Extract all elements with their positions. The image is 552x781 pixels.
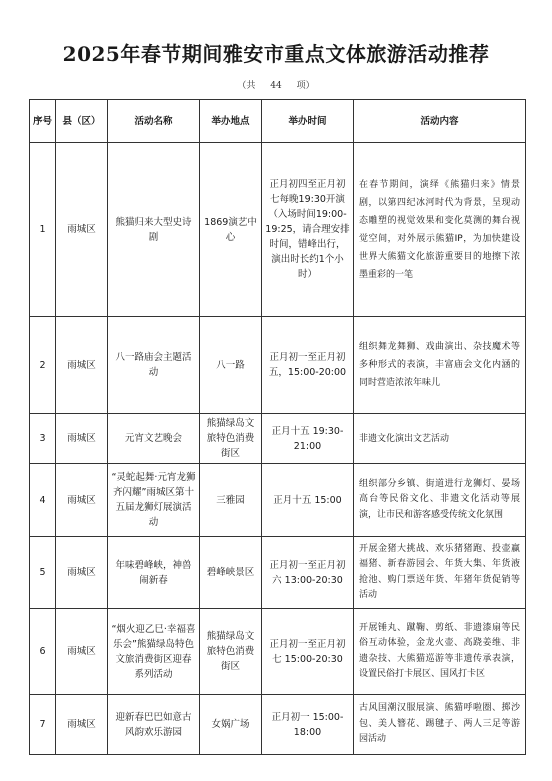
header-seq: 序号 <box>30 100 56 143</box>
cell-county: 雨城区 <box>56 464 108 537</box>
header-content: 活动内容 <box>354 100 526 143</box>
cell-place: 八一路 <box>200 317 262 414</box>
cell-content: 在春节期间，演绎《熊猫归来》情景剧，以第四纪冰河时代为背景，呈现动态雕塑的视觉效果和变化莫测的舞台视觉空间，对外展示熊猫IP，为加快建设世界大熊猫文化旅游重要目的地擦下浓墨重彩的一笔 <box>354 143 526 317</box>
cell-time: 正月初四至正月初七每晚19:30开演（入场时间19:00-19:25，请合理安排时间，错峰出行，演出时长约1个小时） <box>262 143 354 317</box>
cell-time: 正月初一至正月初七 15:00-20:30 <box>262 609 354 695</box>
cell-seq: 7 <box>30 695 56 755</box>
cell-name: “烟火迎乙巳·幸福喜乐会”熊猫绿岛特色文旅消费街区迎春系列活动 <box>108 609 200 695</box>
cell-seq: 2 <box>30 317 56 414</box>
cell-content: 开展锤丸、蹴鞠、剪纸、非遗漆扇等民俗互动体验，金龙火壶、高跷姜维、非遗杂技、大熊猫巡游等非遗传承表演，设置民俗打卡展区、国风打卡区 <box>354 609 526 695</box>
cell-time: 正月十五 19:30-21:00 <box>262 414 354 464</box>
cell-name: 熊猫归来大型史诗剧 <box>108 143 200 317</box>
cell-seq: 6 <box>30 609 56 695</box>
table-row <box>30 464 526 537</box>
header-county: 县（区） <box>56 100 108 143</box>
cell-content: 开展金猪大挑战、欢乐猪猪跑、投壶赢福猪、新春游园会、年货大集、年货液抢池、购门票送年货、年猪年货促销等活动 <box>354 537 526 609</box>
cell-time: 正月初一 15:00-18:00 <box>262 695 354 755</box>
cell-county: 雨城区 <box>56 695 108 755</box>
document-subtitle <box>0 78 552 91</box>
cell-name: 迎新春巴巴如意古风韵欢乐游园 <box>108 695 200 755</box>
cell-place: 熊猫绿岛文旅特色消费街区 <box>200 609 262 695</box>
cell-name: “灵蛇起舞·元宵龙狮齐闪耀”雨城区第十五届龙狮灯展演活动 <box>108 464 200 537</box>
table-body <box>30 143 526 755</box>
cell-seq: 3 <box>30 414 56 464</box>
cell-place: 熊猫绿岛文旅特色消费街区 <box>200 414 262 464</box>
cell-seq: 4 <box>30 464 56 537</box>
header-row <box>30 100 526 143</box>
cell-time: 正月初一至正月初六 13:00-20:30 <box>262 537 354 609</box>
cell-seq: 1 <box>30 143 56 317</box>
table-header <box>30 100 526 143</box>
cell-county: 雨城区 <box>56 414 108 464</box>
subtitle-total: 44 <box>270 81 282 91</box>
cell-name: 八一路庙会主题活动 <box>108 317 200 414</box>
activity-table <box>29 99 526 755</box>
header-place: 举办地点 <box>200 100 262 143</box>
cell-place: 女娲广场 <box>200 695 262 755</box>
cell-content: 非遗文化演出文艺活动 <box>354 414 526 464</box>
cell-place: 碧峰峡景区 <box>200 537 262 609</box>
table-row <box>30 143 526 317</box>
table-row <box>30 695 526 755</box>
table-row <box>30 317 526 414</box>
cell-name: 年味碧峰峡，神兽闹新春 <box>108 537 200 609</box>
document-title: 2025年春节期间雅安市重点文体旅游活动推荐 <box>62 42 490 66</box>
cell-seq: 5 <box>30 537 56 609</box>
cell-county: 雨城区 <box>56 317 108 414</box>
cell-name: 元宵文艺晚会 <box>108 414 200 464</box>
table-row <box>30 414 526 464</box>
table-row <box>30 609 526 695</box>
cell-time: 正月十五 15:00 <box>262 464 354 537</box>
cell-time: 正月初一至正月初五，15:00-20:00 <box>262 317 354 414</box>
cell-place: 三雅园 <box>200 464 262 537</box>
cell-content: 组织舞龙舞狮、戏曲演出、杂技魔术等多种形式的表演，丰富庙会文化内涵的同时营造浓浓年味儿 <box>354 317 526 414</box>
cell-content: 古风国潮汉服展演、熊猫呼啦圈、掷沙包、美人簪花、踢毽子、两人三足等游园活动 <box>354 695 526 755</box>
header-time: 举办时间 <box>262 100 354 143</box>
subtitle-prefix: （共 <box>237 81 256 91</box>
cell-content: 组织部分乡镇、街道进行龙狮灯、晏场高台等民俗文化、非遗文化活动等展演，让市民和游客感受传统文化氛围 <box>354 464 526 537</box>
subtitle-suffix: 项） <box>296 81 315 91</box>
cell-place: 1869演艺中心 <box>200 143 262 317</box>
cell-county: 雨城区 <box>56 609 108 695</box>
header-name: 活动名称 <box>108 100 200 143</box>
cell-county: 雨城区 <box>56 143 108 317</box>
table-row <box>30 537 526 609</box>
cell-county: 雨城区 <box>56 537 108 609</box>
